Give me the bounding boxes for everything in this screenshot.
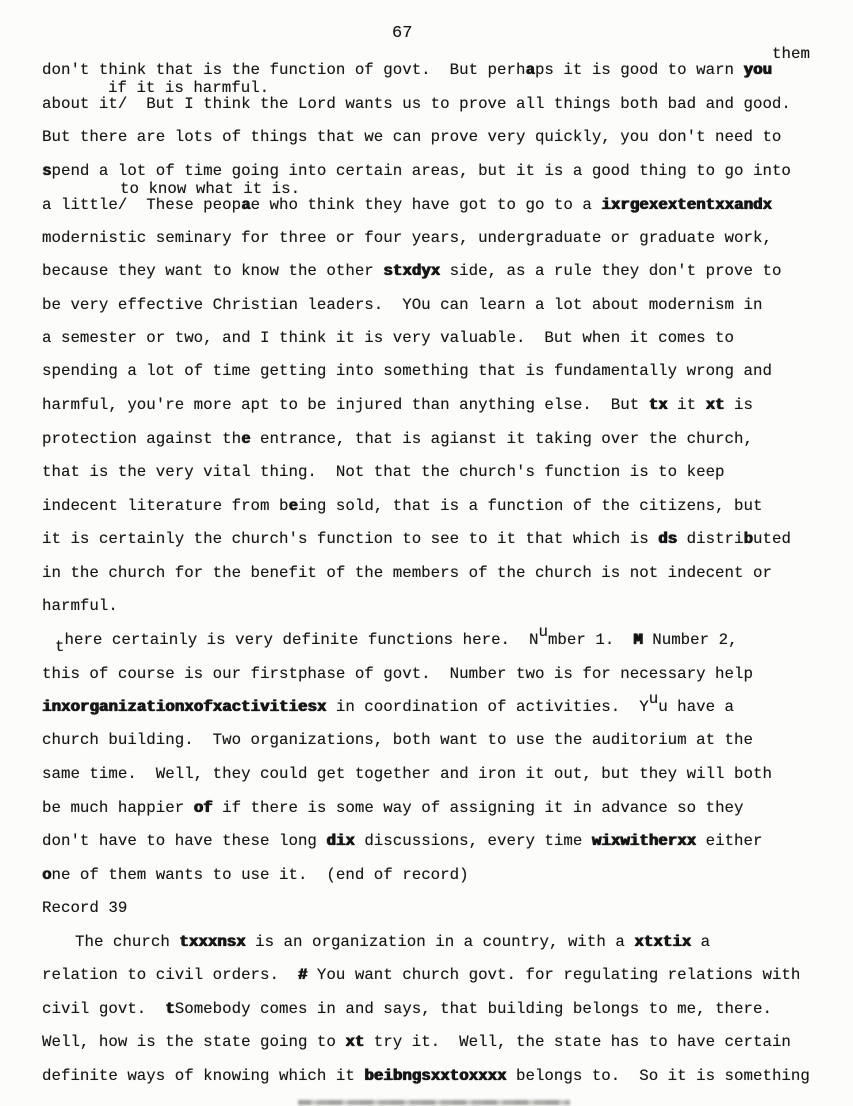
text-run: to know what it is. bbox=[120, 180, 301, 198]
typed-over-strikeout: inxorganizationxofxactivitiesx bbox=[42, 698, 327, 716]
raised-char: u bbox=[538, 623, 548, 642]
text-run: civil govt. bbox=[42, 1000, 166, 1018]
overstruck-char: e bbox=[288, 497, 298, 515]
typed-over-strikeout: ixrgexextentxxandx bbox=[601, 196, 772, 214]
typewritten-line bbox=[42, 733, 753, 749]
typewritten-line bbox=[42, 901, 127, 917]
typewritten-line bbox=[42, 968, 800, 984]
text-run: harmful. bbox=[42, 597, 118, 615]
typed-over-strikeout: txxxnsx bbox=[179, 933, 246, 951]
text-run: don't think that is the function of govt. But perh bbox=[42, 61, 526, 79]
overstruck-char: a bbox=[525, 61, 535, 79]
text-run: relation to civil orders. bbox=[42, 966, 298, 984]
typewritten-line bbox=[42, 834, 762, 850]
text-run: ne of them wants to use it. (end of record) bbox=[51, 866, 469, 884]
typed-over-strikeout: wixwitherxx bbox=[591, 832, 697, 850]
typed-over-strikeout: tx bbox=[648, 396, 668, 414]
typewritten-line bbox=[42, 432, 753, 448]
text-run: spending a lot of time getting into something that is fundamentally wrong and bbox=[42, 362, 772, 380]
typed-over-strikeout: dix bbox=[326, 832, 355, 850]
text-run: mber 1. bbox=[547, 631, 634, 649]
typewritten-line bbox=[42, 667, 753, 683]
typed-over-strikeout: stxdyx bbox=[383, 262, 441, 280]
text-run: if it is harmful. bbox=[108, 79, 270, 97]
typewritten-line bbox=[42, 264, 781, 280]
text-run: belongs to. So it is something bbox=[506, 1067, 810, 1085]
text-run: that is the very vital thing. Not that the church's function is to keep bbox=[42, 463, 725, 481]
text-run: modernistic seminary for three or four years, undergraduate or graduate work, bbox=[42, 229, 772, 247]
typed-over-strikeout: ds bbox=[658, 530, 678, 548]
typewritten-line bbox=[42, 532, 791, 548]
text-run: distri bbox=[677, 530, 744, 548]
typewritten-line bbox=[42, 298, 762, 314]
text-run: same time. Well, they could get together and iron it out, but they will both bbox=[42, 765, 772, 783]
text-run: in coordination of activities. Y bbox=[326, 698, 649, 716]
interline-insertion bbox=[772, 47, 810, 63]
typed-over-strikeout: M bbox=[633, 631, 643, 649]
text-run: ing sold, that is a function of the citizens, but bbox=[297, 497, 763, 515]
text-run: church building. Two organizations, both want to use the auditorium at the bbox=[42, 731, 753, 749]
text-run: ps it is good to warn bbox=[534, 61, 744, 79]
raised-char: u bbox=[648, 690, 659, 709]
typewritten-line bbox=[42, 198, 772, 214]
text-run: if there is some way of assigning it in advance so they bbox=[212, 799, 744, 817]
text-run: either bbox=[696, 832, 763, 850]
text-run: them bbox=[772, 45, 810, 63]
typewritten-line bbox=[42, 1002, 772, 1018]
typewritten-line bbox=[42, 97, 791, 113]
typewritten-line bbox=[42, 398, 753, 414]
text-run: is bbox=[724, 396, 754, 414]
text-run: pend a lot of time going into certain areas, but it is a good thing to go into bbox=[51, 162, 791, 180]
overstruck-char: b bbox=[743, 530, 753, 548]
text-run: definite ways of knowing which it bbox=[42, 1067, 365, 1085]
typed-over-strikeout: # bbox=[297, 966, 308, 984]
text-run: discussions, every time bbox=[354, 832, 592, 850]
overstruck-char: a bbox=[241, 196, 251, 214]
typewritten-line bbox=[42, 231, 772, 247]
scan-cutoff-line-artifact bbox=[298, 1100, 570, 1105]
text-run: But there are lots of things that we can prove very quickly, you don't need to bbox=[42, 128, 782, 146]
text-run: Well, how is the state going to bbox=[42, 1033, 346, 1051]
typewritten-line bbox=[42, 690, 735, 716]
text-run: The church bbox=[75, 933, 180, 951]
typewritten-line bbox=[42, 63, 772, 79]
text-run: be very effective Christian leaders. YOu can learn a lot about modernism in bbox=[42, 296, 763, 314]
text-run: Somebody comes in and says, that building belongs to me, there. bbox=[174, 1000, 772, 1018]
typewritten-line bbox=[42, 801, 744, 817]
text-run: indecent literature from b bbox=[42, 497, 289, 515]
typewritten-line bbox=[42, 767, 772, 783]
typewritten-line bbox=[42, 130, 781, 146]
typed-over-strikeout: xtxtix bbox=[634, 933, 692, 951]
text-run: about it/ But I think the Lord wants us to prove all things both bad and good. bbox=[42, 95, 791, 113]
text-run: try it. Well, the state has to have certain bbox=[364, 1033, 791, 1051]
typewritten-line bbox=[42, 566, 772, 582]
text-run: entrance, that is agianst it taking over the church, bbox=[250, 430, 753, 448]
typewritten-line bbox=[55, 623, 738, 656]
typewritten-line bbox=[42, 599, 118, 615]
typed-over-strikeout: of bbox=[193, 799, 213, 817]
text-run: You want church govt. for regulating relations with bbox=[307, 966, 801, 984]
text-run: be much happier bbox=[42, 799, 194, 817]
typed-over-strikeout: xt bbox=[705, 396, 725, 414]
typewritten-line bbox=[42, 1035, 791, 1051]
text-run: it is certainly the church's function to see to it that which is bbox=[42, 530, 659, 548]
text-run: uted bbox=[753, 530, 791, 548]
text-run: side, as a rule they don't prove to bbox=[440, 262, 782, 280]
text-run: Number 2, bbox=[642, 631, 738, 649]
text-run: don't have to have these long bbox=[42, 832, 327, 850]
typewritten-line bbox=[75, 935, 710, 951]
text-run: u have a bbox=[658, 698, 735, 716]
text-run: it bbox=[667, 396, 706, 414]
text-run: because they want to know the other bbox=[42, 262, 384, 280]
overstruck-char: e bbox=[241, 430, 251, 448]
typed-over-strikeout: you bbox=[743, 61, 772, 79]
page-number: 67 bbox=[392, 24, 413, 43]
text-run: harmful, you're more apt to be injured than anything else. But bbox=[42, 396, 649, 414]
typewritten-line bbox=[42, 164, 791, 180]
text-run: a semester or two, and I think it is very valuable. But when it comes to bbox=[42, 329, 735, 347]
text-run: is an organization in a country, with a bbox=[245, 933, 635, 951]
text-run: Record 39 bbox=[42, 899, 128, 917]
text-run: a little/ These peop bbox=[42, 196, 242, 214]
text-run: in the church for the benefit of the members of the church is not indecent or bbox=[42, 564, 772, 582]
typed-over-strikeout: xt bbox=[345, 1033, 365, 1051]
typewritten-line bbox=[42, 465, 725, 481]
text-run: e who think they have got to go to a bbox=[250, 196, 602, 214]
typewritten-line bbox=[42, 364, 772, 380]
text-run: protection against th bbox=[42, 430, 242, 448]
typewritten-line bbox=[42, 499, 762, 515]
typewritten-line bbox=[42, 331, 734, 347]
typed-over-strikeout: beibngsxxtoxxxx bbox=[364, 1067, 507, 1085]
overstruck-char: s bbox=[42, 162, 52, 180]
text-run: here certainly is very definite functions here. N bbox=[64, 631, 539, 649]
text-run: a bbox=[691, 933, 711, 951]
typewritten-line bbox=[42, 868, 469, 884]
typed-over-strikeout: t bbox=[165, 1000, 175, 1018]
text-run: this of course is our firstphase of govt. Number two is for necessary help bbox=[42, 665, 753, 683]
lowered-char: t bbox=[55, 637, 65, 656]
overstruck-char: o bbox=[42, 866, 52, 884]
typewritten-line bbox=[42, 1069, 810, 1085]
